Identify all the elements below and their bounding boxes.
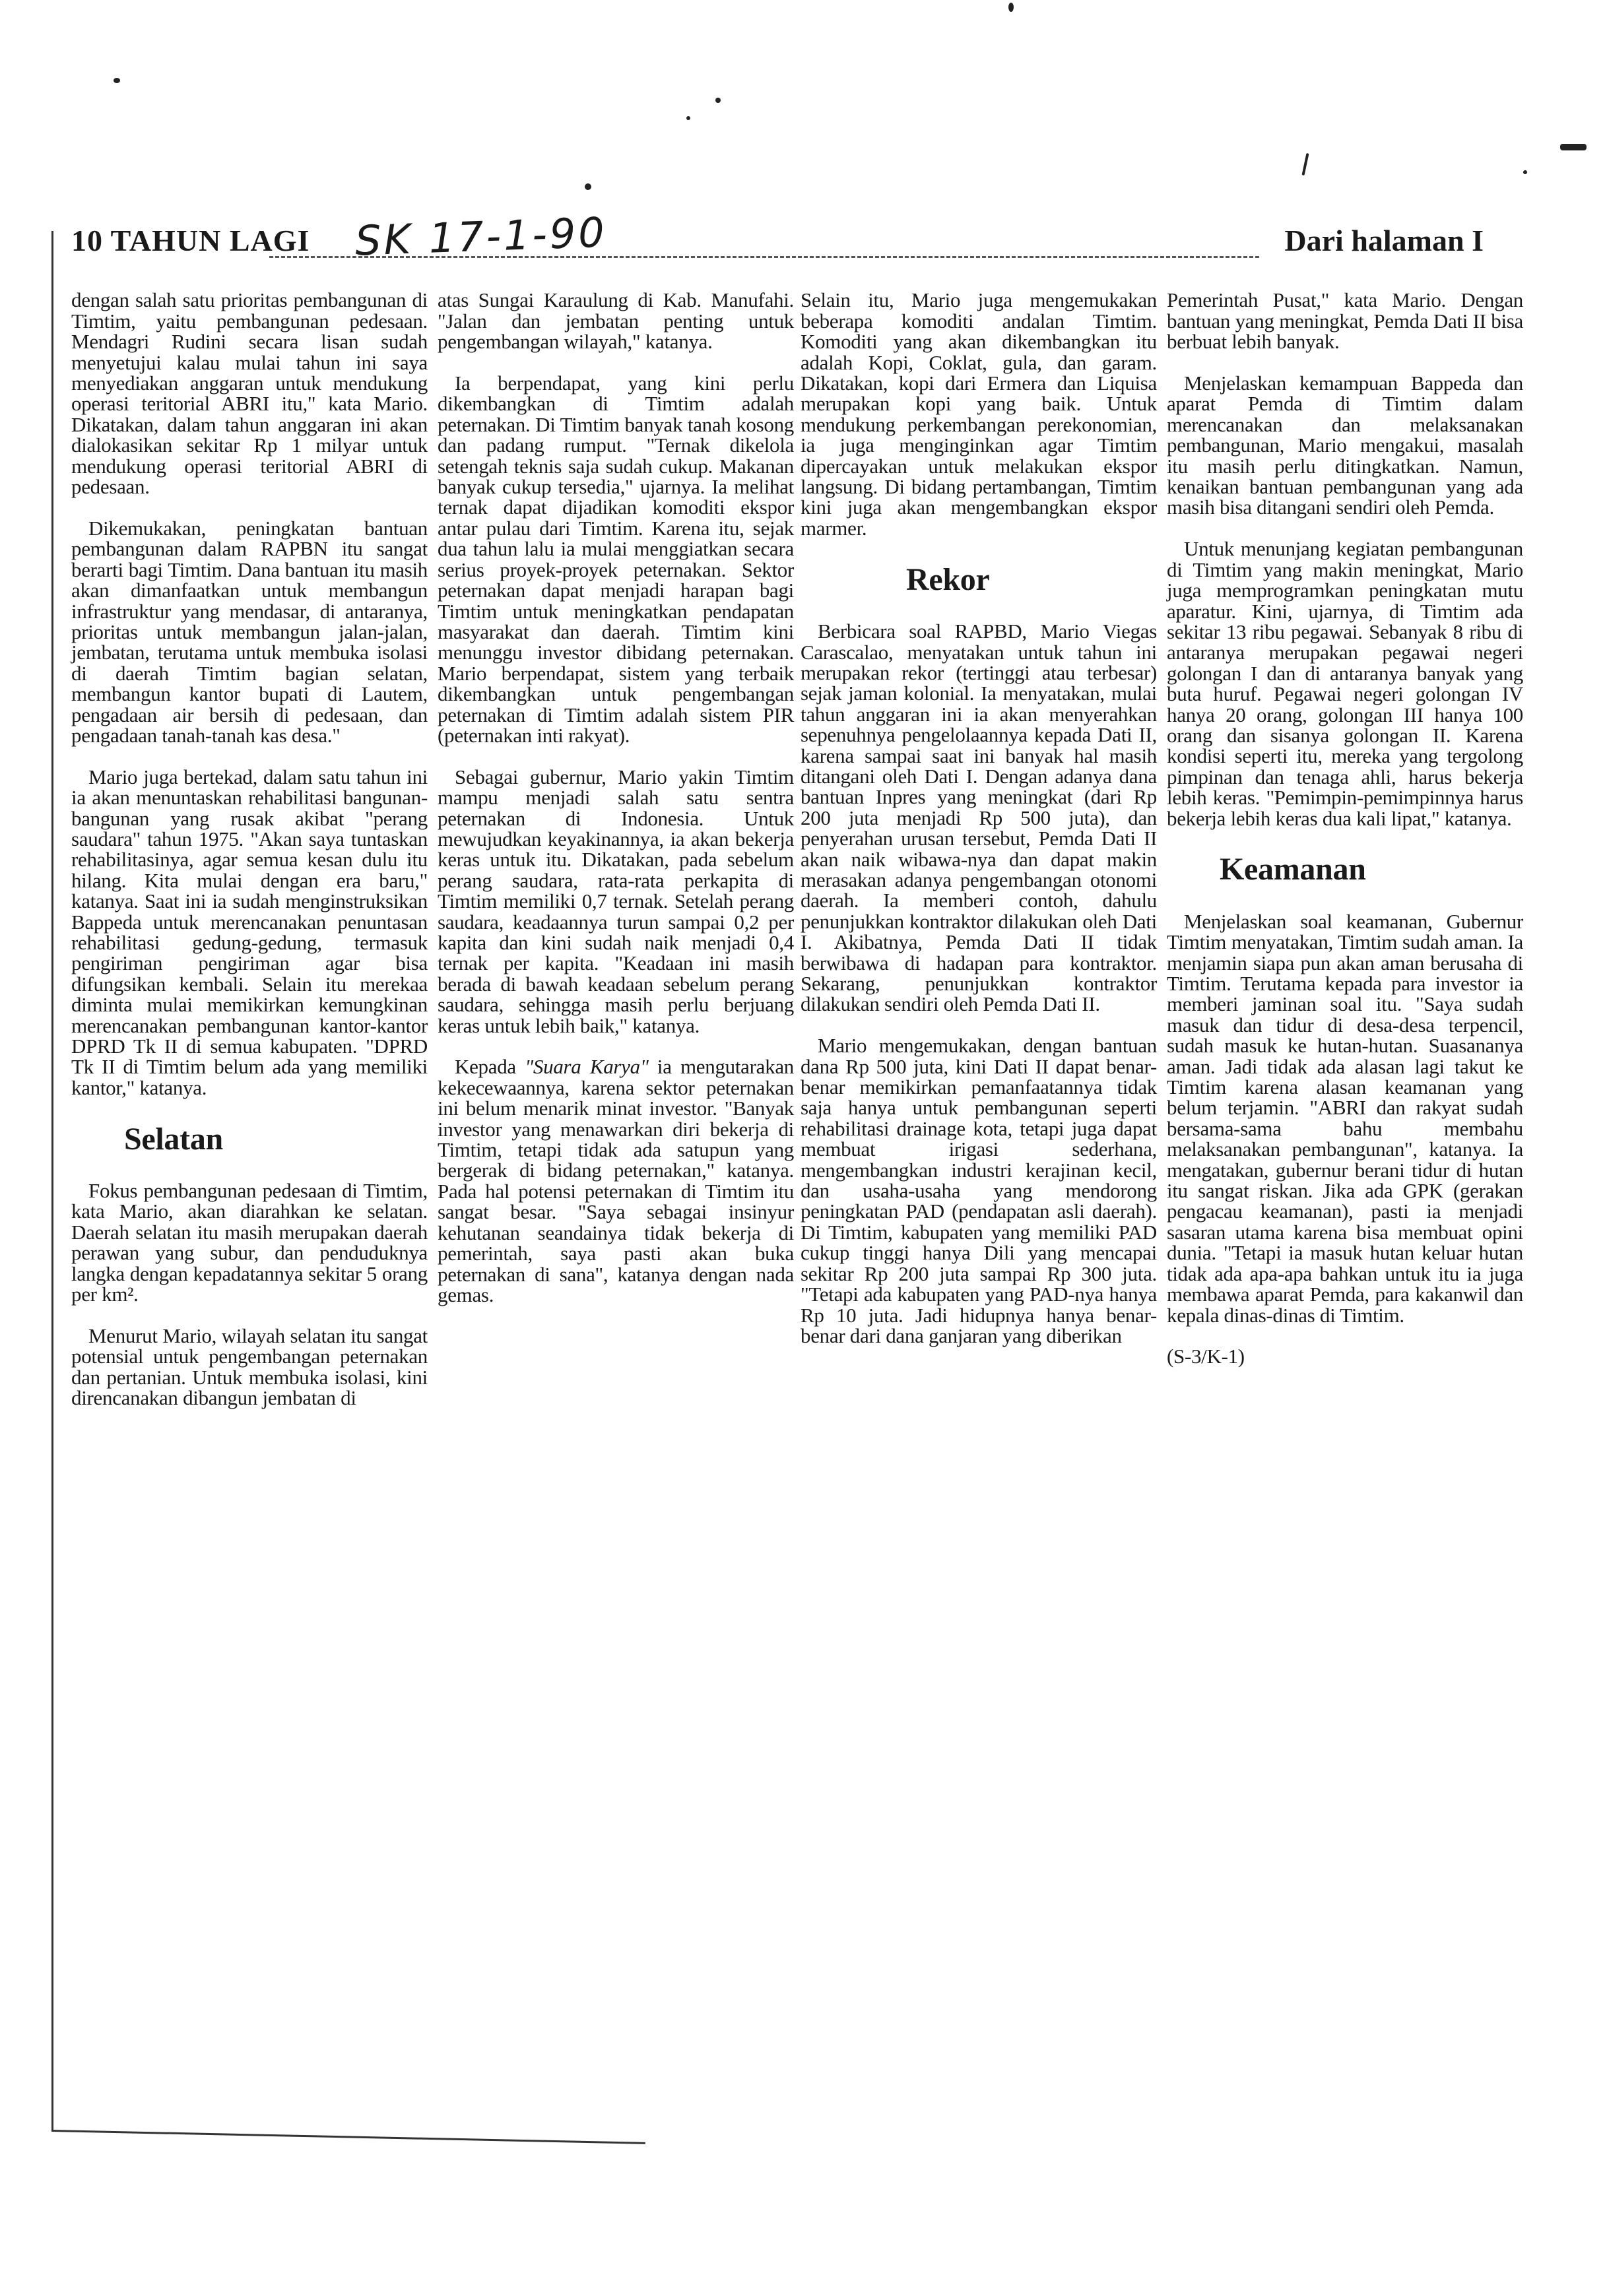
scan-speck — [1560, 144, 1587, 150]
paragraph: Mario mengemukakan, dengan bantuan dana Rp 500 juta, kini Dati II dapat benar-benar memikirkan pemanfaatannya tidak saja hanya untuk pembangunan seperti rehabilitasi drainage kota, tetapi juga dapat membuat irigasi sederhana, mengembangkan industri kerajinan kecil, dan usaha-usaha yang mendorong peningkatan PAD (pendapatan asli daerah). Di Timtim, kabupaten yang memiliki PAD cukup tinggi hanya Dili yang mencapai sekitar Rp 200 juta sampai Rp 300 juta. "Tetapi ada kabupaten yang PAD-nya hanya Rp 10 juta. Jadi hidupnya hanya benar-benar dari dana ganjaran yang diberikan — [801, 1034, 1157, 1347]
signoff: (S-3/K-1) — [1167, 1345, 1245, 1368]
paragraph: Menurut Mario, wilayah selatan itu sangat potensial untuk pengembangan peternakan dan pertanian. Untuk membuka isolasi, kini direncanakan dibangun jembatan di — [71, 1323, 428, 1410]
column-3 — [801, 269, 1157, 1367]
clipping-edge-bottom — [51, 2130, 645, 2144]
subheading-rekor: Rekor — [906, 561, 990, 597]
paragraph-text: Kepada — [455, 1055, 525, 1079]
paragraph: Sebagai gubernur, Mario yakin Timtim mampu menjadi salah satu sentra peternakan di Indonesia. Untuk mewujudkan keyakinannya, ia akan bekerja keras untuk itu. Dikatakan, pada sebelum perang saudara, rata-rata perkapita di Timtim memiliki 0,7 ternak. Setelah perang saudara, keadaannya turun sampai 0,2 per kapita dan kini sudah naik menjadi 0,4 ternak per kapita. "Keadaan ini masih berada di bawah keadaan sebelum perang saudara, sehingga masih perlu berjuang keras untuk lebih baik," katanya. — [438, 765, 794, 1037]
scan-speck — [715, 98, 721, 103]
column-1 — [71, 269, 428, 1429]
headline: 10 TAHUN LAGI — [71, 224, 310, 257]
paragraph: Dikemukakan, peningkatan bantuan pembangunan dalam RAPBN itu sangat berarti bagi Timtim. Dana bantuan itu masih akan dimanfaatkan untuk membangun infrastruktur yang mendasar, di antaranya, prioritas untuk membangun jalan-jalan, jembatan, terutama untuk membuka isolasi di daerah Timtim bagian selatan, membangun kantor bupati di Lautem, pengadaan air bersih di pedesaan, dan pengadaan tanah-tanah kas desa." — [71, 516, 428, 747]
paragraph: Ia berpendapat, yang kini perlu dikembangkan di Timtim adalah peternakan. Di Timtim banyak tanah kosong dan padang rumput. "Ternak dikelola setengah teknis saja sudah cukup. Makanan banyak cukup tersedia," ujarnya. Ia melihat ternak dapat dijadikan komoditi ekspor antar pulau dari Timtim. Karena itu, sejak dua tahun lalu ia mulai menggiatkan secara serius proyek-proyek peternakan. Sektor peternakan dapat menjadi harapan bagi Timtim untuk meningkatkan pendapatan masyarakat dan daerah. Timtim kini menunggu investor dibidang peternakan. Mario berpendapat, sistem yang terbaik dikembangkan untuk pengembangan peternakan di Timtim adalah sistem PIR (peternakan inti rakyat). — [438, 371, 794, 747]
paragraph: atas Sungai Karaulung di Kab. Manufahi. "Jalan dan jembatan penting untuk pengembangan wilayah," katanya. — [438, 288, 794, 354]
paragraph: Berbicara soal RAPBD, Mario Viegas Carascalao, menyatakan untuk tahun ini merupakan rekor (tertinggi atau terbesar) sejak jaman kolonial. Ia menyatakan, mulai tahun anggaran ini ia akan menyerahkan sepenuhnya pengelolaannya kepada Dati II, karena sampai saat ini banyak hal masih ditangani oleh Dati I. Dengan adanya dana bantuan Inpres yang meningkat (dari Rp 200 juta menjadi Rp 500 juta), dan penyerahan urusan tersebut, Pemda Dati II akan naik wibawa-nya dan dapat makin merasakan adanya pengembangan otonomi daerah. Ia memberi contoh, dahulu penunjukkan kontraktor dilakukan oleh Dati I. Akibatnya, Pemda Dati II tidak berwibawa di hadapan para kontraktor. Sekarang, penunjukkan kontraktor dilakukan sendiri oleh Pemda Dati II. — [801, 620, 1157, 1016]
publication-name: "Suara Karya" — [525, 1055, 649, 1079]
column-4 — [1167, 269, 1523, 1387]
headline-row — [71, 208, 1503, 277]
paragraph: dengan salah satu prioritas pembangunan di Timtim, yaitu pembangunan pedesaan. Mendagri Rudini secara lisan sudah menyetujui kalau mulai tahun ini saya menyediakan anggaran untuk mendukung operasi teritorial ABRI itu," kata Mario. Dikatakan, dalam tahun anggaran ini akan dialokasikan sekitar Rp 1 milyar untuk mendukung operasi teritorial ABRI di pedesaan. — [71, 288, 428, 499]
scan-speck — [1302, 153, 1309, 175]
paragraph: Fokus pembangunan pedesaan di Timtim, kata Mario, akan diarahkan ke selatan. Daerah selatan itu masih merupakan daerah perawan yang subur, dan penduduknya langka dengan kepadatannya sekitar 5 orang per km². — [71, 1179, 428, 1306]
paragraph: Menjelaskan kemampuan Bappeda dan aparat Pemda di Timtim dalam merencanakan dan melaksanakan pembangunan, Mario mengakui, masalah itu masih perlu ditingkatkan. Namun, kenaikan bantuan pembangunan yang ada masih bisa ditangani sendiri oleh Pemda. — [1167, 371, 1523, 519]
paragraph — [438, 1056, 794, 1305]
clipping-edge-left — [51, 231, 53, 2131]
scan-speck — [686, 116, 690, 120]
paragraph: Selain itu, Mario juga mengemukakan beberapa komoditi andalan Timtim. Komoditi yang akan dikembangkan itu adalah Kopi, Coklat, gula, dan garam. Dikatakan, kopi dari Ermera dan Liquisa merupakan kopi yang baik. Untuk mendukung perkembangan perekonomian, ia juga menginginkan agar Timtim dipercayakan untuk melakukan ekspor langsung. Di bidang pertambangan, Timtim kini juga akan mengembangkan ekspor marmer. — [801, 288, 1157, 540]
paragraph-text: ia mengutarakan kekecewaannya, karena sektor peternakan ini belum menarik minat investor. "Banyak investor yang menawarkan diri bekerja di Timtim, tetapi tidak ada satupun yang bergerak di bidang peternakan," katanya. Pada hal potensi peternakan di Timtim itu sangat besar. "Saya sebagai insinyur kehutanan seandainya tidak bekerja di pemerintah, saya pasti akan buka peternakan di sana", katanya dengan nada gemas. — [438, 1055, 794, 1306]
newspaper-clipping — [51, 208, 1523, 2157]
paragraph: Untuk menunjang kegiatan pembangunan di Timtim yang makin meningkat, Mario juga memprogramkan peningkatan mutu aparatur. Kini, ujarnya, di Timtim ada sekitar 13 ribu pegawai. Sebanyak 8 ribu di antaranya merupakan pegawai negeri golongan I dan di antaranya banyak yang buta huruf. Pegawai negeri golongan IV hanya 20 orang, golongan III hanya 100 orang dan sisanya golongan II. Karena kondisi seperti itu, mereka yang tergolong pimpinan dan tenaga ahli, harus bekerja lebih keras. "Pemimpin-pemimpinnya harus bekerja lebih keras dua kali lipat," katanya. — [1167, 537, 1523, 830]
paragraph: Pemerintah Pusat," kata Mario. Dengan bantuan yang meningkat, Pemda Dati II bisa berbuat lebih banyak. — [1167, 288, 1523, 354]
subheading-keamanan: Keamanan — [1220, 852, 1366, 887]
scan-speck — [1523, 170, 1527, 174]
scan-speck — [585, 183, 591, 190]
scan-speck — [114, 78, 120, 83]
paragraph: Menjelaskan soal keamanan, Gubernur Timtim menyatakan, Timtim sudah aman. Ia menjamin siapa pun akan aman berusaha di Timtim. Terutama kepada para investor ia memberi jaminan soal itu. "Saya sudah masuk dan tidur di desa-desa terpencil, sudah masuk ke hutan-hutan. Suasananya aman. Jadi tidak ada alasan lagi takut ke Timtim karena alasan keamanan yang belum terjamin. "ABRI dan rakyat sudah bersama-sama bahu membahu melaksanakan pembangunan", katanya. Ia mengatakan, gubernur berani tidur di hutan itu sangat riskan. Jika ada GPK (gerakan pengacau keamanan), pasti ia menjadi sasaran utama karena bisa membuat opini dunia. "Tetapi ia masuk hutan keluar hutan tidak ada apa-apa bahkan untuk itu ia juga membawa aparat Pemda, para kakanwil dan kepala dinas-dinas di Timtim. — [1167, 909, 1523, 1327]
scan-speck — [1008, 3, 1014, 12]
continuation-label: Dari halaman I — [1284, 224, 1484, 257]
paragraph: Mario juga bertekad, dalam satu tahun ini ia akan menuntaskan rehabilitasi bangunan-bangunan yang rusak akibat "perang saudara" tahun 1975. "Akan saya tuntaskan rehabilitasinya, agar semua kesan dulu itu hilang. Kita mulai dengan era baru," katanya. Saat ini ia sudah menginstruksikan Bappeda untuk merencanakan penuntasan rehabilitasi gedung-gedung, termasuk pengiriman pengiriman agar bisa difungsikan kembali. Selain itu merekaa diminta mulai memikirkan kemungkinan merencanakan pembangunan kantor-kantor DPRD Tk II di semua kabupaten. "DPRD Tk II di Timtim belum ada yang memiliki kantor," katanya. — [71, 765, 428, 1099]
column-2 — [438, 269, 794, 1326]
handwritten-date-note: SK 17-1-90 — [354, 208, 608, 265]
subheading-selatan: Selatan — [124, 1121, 223, 1157]
